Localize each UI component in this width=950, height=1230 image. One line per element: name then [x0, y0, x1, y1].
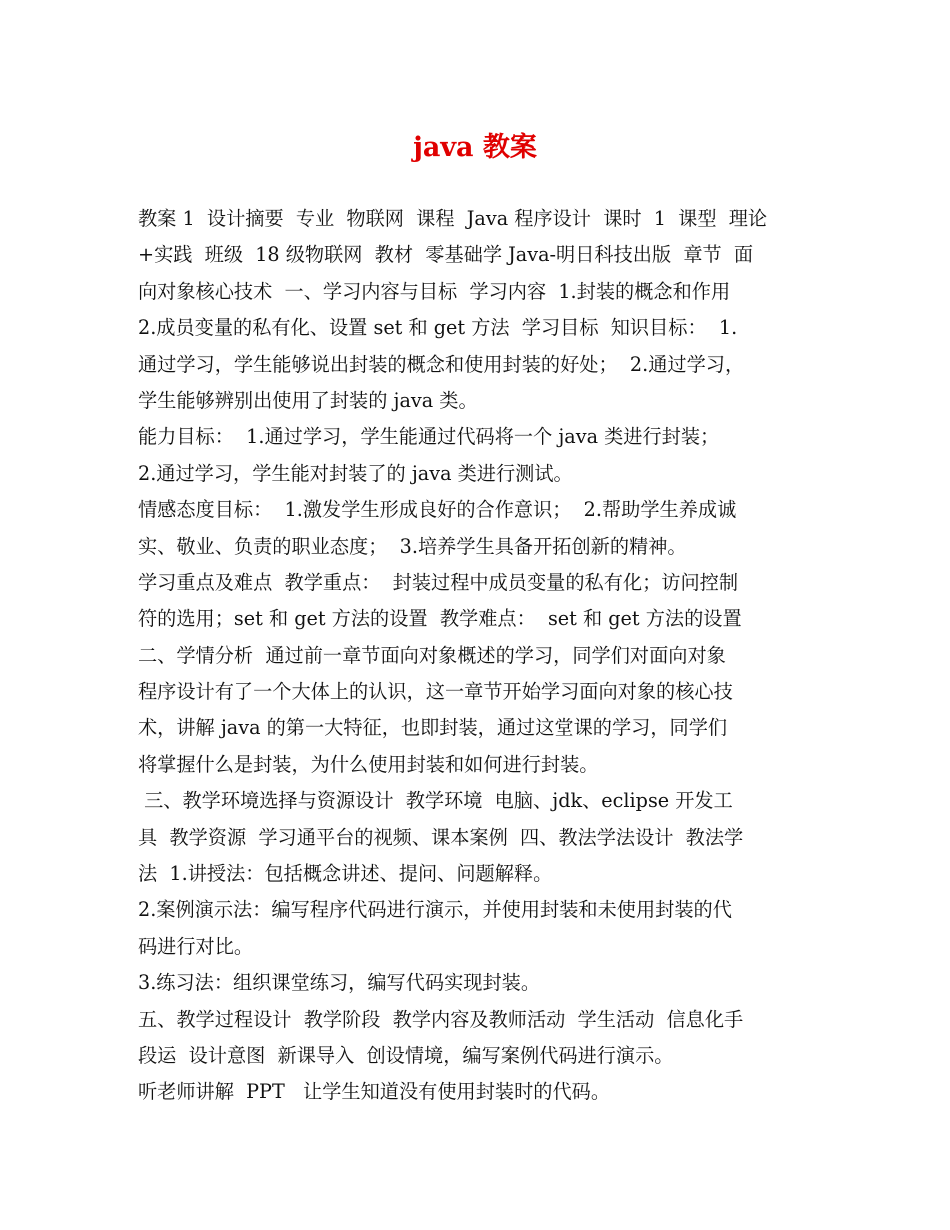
text-line: 符的选用；set 和 get 方法的设置 教学难点： set 和 get 方法的设置: [138, 607, 742, 631]
text-line: +实践 班级 18 级物联网 教材 零基础学 Java-明日科技出版 章节 面: [138, 243, 754, 267]
text-line: 通过学习，学生能够说出封装的概念和使用封装的好处； 2.通过学习，: [138, 352, 745, 376]
text-line: 段运 设计意图 新课导入 创设情境，编写案例代码进行演示。: [138, 1043, 674, 1067]
text-line: 听老师讲解 PPT 让学生知道没有使用封装时的代码。: [138, 1080, 611, 1104]
text-line: 2.通过学习，学生能对封装了的 java 类进行测试。: [138, 461, 573, 485]
page-title: java 教案: [413, 132, 537, 163]
text-line: 能力目标： 1.通过学习，学生能通过代码将一个 java 类进行封装；: [138, 425, 720, 449]
text-line: 术，讲解 java 的第一大特征，也即封装，通过这堂课的学习，同学们: [138, 716, 728, 740]
text-line: 将掌握什么是封装，为什么使用封装和如何进行封装。: [138, 752, 599, 776]
text-line: 学生能够辨别出使用了封装的 java 类。: [138, 388, 478, 412]
text-line: 二、学情分析 通过前一章节面向对象概述的学习，同学们对面向对象: [138, 643, 726, 667]
text-line: 程序设计有了一个大体上的认识，这一章节开始学习面向对象的核心技: [138, 680, 733, 704]
text-line: 向对象核心技术 一、学习内容与目标 学习内容 1.封装的概念和作用: [138, 279, 731, 303]
text-line: 法 1.讲授法：包括概念讲述、提问、问题解释。: [138, 862, 553, 886]
text-line: 具 教学资源 学习通平台的视频、课本案例 四、教法学法设计 教法学: [138, 825, 744, 849]
text-line: 2.成员变量的私有化、设置 set 和 get 方法 学习目标 知识目标： 1.: [138, 316, 738, 340]
text-line: 三、教学环境选择与资源设计 教学环境 电脑、jdk、eclipse 开发工: [138, 789, 733, 813]
text-line: 情感态度目标： 1.激发学生形成良好的合作意识； 2.帮助学生养成诚: [138, 498, 737, 522]
text-line: 码进行对比。: [138, 934, 254, 958]
text-line: 2.案例演示法：编写程序代码进行演示，并使用封装和未使用封装的代: [138, 898, 732, 922]
document-body: [138, 201, 828, 1111]
text-line: 教案 1 设计摘要 专业 物联网 课程 Java 程序设计 课时 1 课型 理论: [138, 207, 768, 230]
text-line: 实、敬业、负责的职业态度； 3.培养学生具备开拓创新的精神。: [138, 534, 687, 558]
text-line: 五、教学过程设计 教学阶段 教学内容及教师活动 学生活动 信息化手: [138, 1007, 744, 1031]
text-line: 学习重点及难点 教学重点： 封装过程中成员变量的私有化；访问控制: [138, 570, 739, 594]
text-line: 3.练习法：组织课堂练习，编写代码实现封装。: [138, 971, 541, 995]
